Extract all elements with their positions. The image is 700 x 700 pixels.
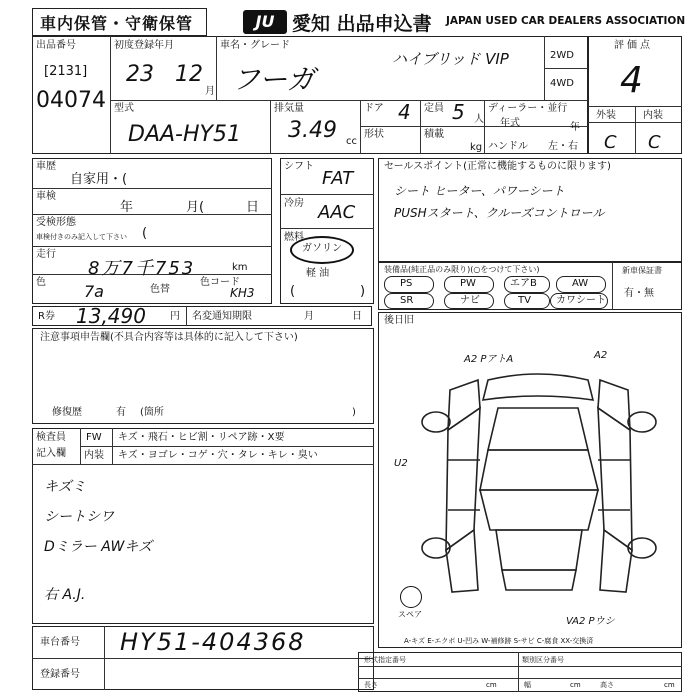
length-unit: cm <box>486 681 497 689</box>
shape-label: 形状 <box>364 129 384 140</box>
shift-label: シフト <box>284 161 314 172</box>
km-unit: km <box>232 262 248 273</box>
equip-airbag-label: エアB <box>510 278 537 289</box>
inspector-label1: 検査員 <box>36 432 66 443</box>
recv-note: 車検付きのみ記入して下さい <box>36 233 127 241</box>
capacity-value: 5 <box>452 100 465 124</box>
equip-sr-label: SR <box>400 295 414 306</box>
fuel-gas: ガソリン <box>302 243 342 254</box>
equip-aw-label: AW <box>572 278 589 289</box>
caution-label: 注意事項申告欄(不具合内容等は具体的に記入して下さい) <box>40 332 298 343</box>
shaken-day: 日 <box>246 200 260 215</box>
capacity-label: 定員 <box>424 103 444 114</box>
cc-unit: cc <box>346 136 357 147</box>
interior-row-label: 内装 <box>84 450 104 461</box>
tax-day: 日 <box>352 311 362 322</box>
repair-value: 有 <box>116 407 126 418</box>
fuel-diesel: 軽 油 <box>306 268 330 279</box>
katashiki-block <box>358 652 682 692</box>
fuel-paren-close: ) <box>360 284 366 299</box>
storage-title: 車内保管・守衛保管 <box>40 14 194 33</box>
fuel-label: 燃料 <box>284 232 304 243</box>
repair-place: (箇所 <box>140 407 164 418</box>
reg-number-label: 登録番号 <box>40 669 80 680</box>
handle-label: ハンドル <box>488 141 528 152</box>
recv-paren: ( <box>142 226 148 241</box>
damage-a2-front: A2 PアトA <box>464 354 514 365</box>
equip-tv-label: TV <box>518 295 531 306</box>
car-diagram <box>408 360 670 610</box>
repair-label: 修復歴 <box>52 407 82 418</box>
person-unit: 人 <box>474 114 484 125</box>
equip-ps-label: PS <box>400 278 413 289</box>
damage-legend: A-キズ E-エクボ U-凹み W-補修跡 S-サビ C-腐食 XX-交換済 <box>404 637 594 645</box>
history-label: 車歴 <box>36 161 56 172</box>
damage-a2-right: A2 <box>594 350 608 361</box>
first-reg-label: 初度登録年月 <box>114 40 174 51</box>
inspector-note-1: キズミ <box>44 479 86 495</box>
shift-value: FAT <box>322 168 354 189</box>
tax-month: 月 <box>304 311 314 322</box>
drive-4wd: 4WD <box>550 78 574 89</box>
door-label: ドア <box>364 103 384 114</box>
recv-label: 受検形態 <box>36 217 76 228</box>
score-label: 評価点 <box>614 40 653 51</box>
shaken-month: 月( <box>186 200 205 215</box>
warranty-options: 有・無 <box>624 288 654 299</box>
equip-navi-label: ナビ <box>460 295 480 306</box>
fuel-paren-open: ( <box>290 284 296 299</box>
displacement-label: 排気量 <box>274 103 304 114</box>
damage-va2: VA2 Pウシ <box>566 616 615 627</box>
spare-wheel-icon <box>400 586 422 608</box>
spare-label: スペア <box>398 610 422 619</box>
inspector-note-4: 右 A.J. <box>44 587 86 603</box>
grade-name: ハイブリッド VIP <box>392 50 509 68</box>
sales-line2: PUSHスタート、クルーズコントロール <box>394 206 605 220</box>
color-change-label: 色替 <box>150 284 170 295</box>
ju-logo: JU <box>243 10 287 34</box>
recycle-label: R券 <box>38 311 55 322</box>
chassis-label: 車台番号 <box>40 637 80 648</box>
length-label: 長さ <box>364 681 378 689</box>
displacement-value: 3.49 <box>288 118 337 143</box>
katashiki-label: 形式指定番号 <box>364 656 406 664</box>
month-unit: 月 <box>205 86 215 97</box>
inspector-note-2: シートシワ <box>44 509 114 525</box>
interior-grade: C <box>648 132 661 153</box>
width-unit: cm <box>570 681 581 689</box>
door-value: 4 <box>398 100 411 124</box>
height-label: 高さ <box>600 681 614 689</box>
fw-line: キズ・飛石・ヒビ割・リペア跡・X要 <box>118 432 285 443</box>
ac-label: 冷房 <box>284 198 304 209</box>
width-label: 幅 <box>524 681 531 689</box>
score-value: 4 <box>620 60 643 101</box>
color-code-label: 色コード <box>200 277 240 288</box>
mileage-label: 走行 <box>36 249 56 260</box>
model-label: 車名・グレード <box>220 40 290 51</box>
lot-number: 04074 <box>36 88 106 113</box>
type-value: DAA-HY51 <box>128 122 241 147</box>
repair-close: ) <box>352 407 356 418</box>
exterior-grade: C <box>604 132 617 153</box>
color-code-value: KH3 <box>230 286 255 300</box>
recycle-value: 13,490 <box>76 304 146 328</box>
equip-seat-label: カワシート <box>556 295 606 306</box>
sales-label: セールスポイント(正常に機能するものに限ります) <box>384 161 611 172</box>
org-title: 愛知 出品申込書 <box>292 13 432 35</box>
diagram-label: 後日旧 <box>384 315 414 326</box>
model-name: フーガ <box>232 63 315 96</box>
reg-year: 23 <box>126 62 154 87</box>
inspector-label2: 記入欄 <box>36 448 66 459</box>
load-label: 積載 <box>424 129 444 140</box>
ac-value: AAC <box>318 202 356 223</box>
sales-line1: シート ヒーター、パワーシート <box>394 184 565 198</box>
type-label: 型式 <box>114 103 134 114</box>
chassis-value: HY51-404368 <box>120 628 306 656</box>
equip-pw-label: PW <box>460 278 476 289</box>
org-english: JAPAN USED CAR DEALERS ASSOCIATION <box>446 15 686 27</box>
damage-u2: U2 <box>394 458 408 469</box>
kg-unit: kg <box>470 142 483 153</box>
shaken-label: 車検 <box>36 191 56 202</box>
yen-unit: 円 <box>170 311 180 322</box>
height-unit: cm <box>664 681 675 689</box>
dealer-label: ディーラー・並行 <box>488 103 568 114</box>
year-unit: 年 <box>570 122 580 133</box>
inspector-note-3: Dミラー AWキズ <box>44 539 153 555</box>
lot-label: 出品番号 <box>36 40 76 51</box>
color-label: 色 <box>36 277 46 288</box>
exterior-label: 外装 <box>596 110 616 121</box>
equipment-label: 装備品(純正品のみ限り)(○をつけて下さい) <box>384 265 540 274</box>
drive-2wd: 2WD <box>550 50 574 61</box>
history-value: 自家用・( <box>70 172 128 187</box>
model-year-label: 年式 <box>500 118 520 129</box>
fw-label: FW <box>86 432 102 443</box>
ruibetsu-label: 類別区分番号 <box>522 656 564 664</box>
handle-options: 左・右 <box>548 141 578 152</box>
lot-bracket: [2131] <box>44 64 88 79</box>
warranty-label: 新車保証書 <box>622 266 662 275</box>
mileage-value: 8万7千753 <box>88 258 196 279</box>
interior-line: キズ・ヨゴレ・コゲ・穴・タレ・キレ・臭い <box>118 450 318 461</box>
color-value: 7a <box>84 282 104 301</box>
interior-label: 内装 <box>643 110 663 121</box>
reg-month: 12 <box>175 62 203 87</box>
tax-label: 名変通知期限 <box>192 311 252 322</box>
shaken-year: 年 <box>120 200 134 215</box>
